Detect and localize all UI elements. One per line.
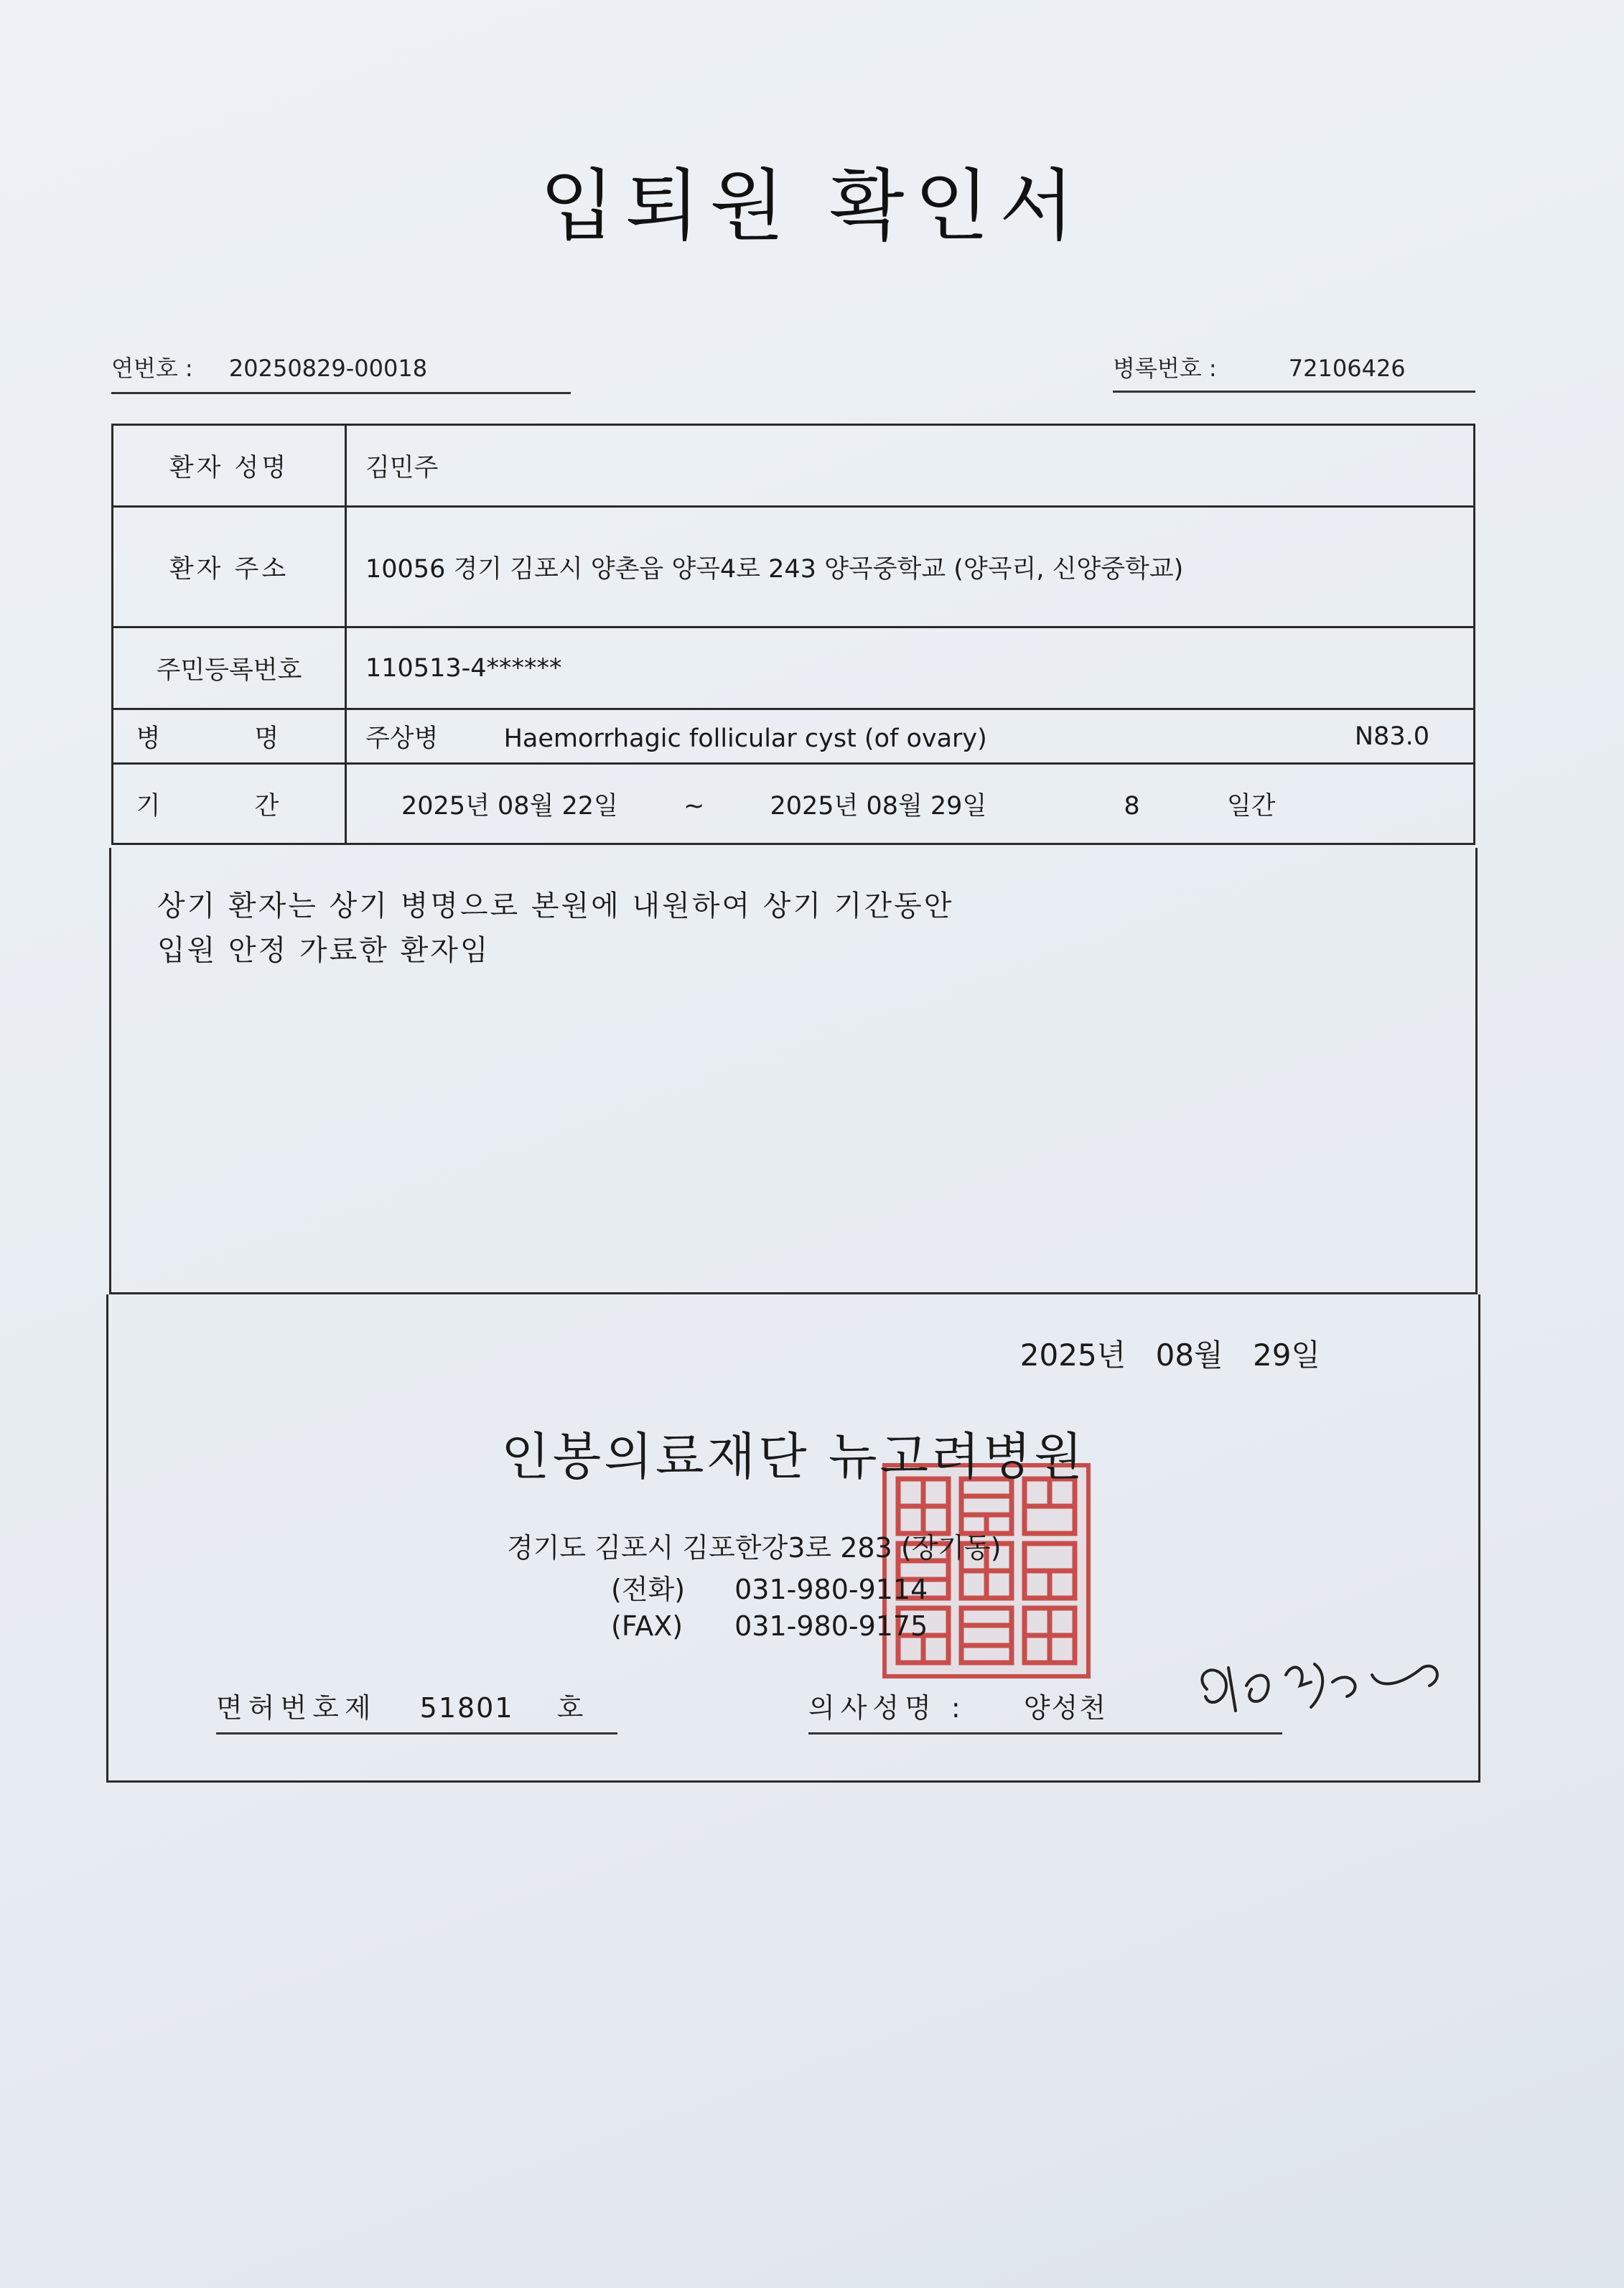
serial-number-label: 연번호 : xyxy=(111,355,193,382)
period-label: 기 간 xyxy=(113,764,346,844)
diagnosis-code: N83.0 xyxy=(1354,722,1429,751)
period-days: 8 xyxy=(1124,791,1140,821)
statement-line-1: 상기 환자는 상기 병명으로 본원에 내원하여 상기 기간동안 xyxy=(157,889,954,923)
hospital-fax xyxy=(611,1610,928,1642)
record-number-field xyxy=(1113,350,1475,393)
record-number-value: 72106426 xyxy=(1288,355,1406,382)
hospital-address: 경기도 김포시 김포한강3로 283 (장기동) xyxy=(507,1532,1002,1564)
doctor-name: 양성천 xyxy=(1023,1692,1107,1724)
period-value xyxy=(346,764,1475,844)
issue-year: 2025년 xyxy=(1019,1337,1126,1373)
rrn-label: 주민등록번호 xyxy=(113,627,346,709)
patient-name-value: 김민주 xyxy=(346,425,1475,507)
serial-number-field xyxy=(111,350,571,394)
phone-label: (전화) xyxy=(611,1574,686,1605)
diagnosis-type: 주상병 xyxy=(365,724,439,753)
issuer-box xyxy=(106,1294,1480,1783)
period-unit: 일간 xyxy=(1226,791,1276,821)
period-start: 2025년 08월 22일 xyxy=(401,791,618,821)
hospital-phone xyxy=(611,1567,928,1607)
hospital-name: 인봉의료재단 뉴고려병원 xyxy=(500,1427,1086,1486)
diagnosis-value xyxy=(365,719,1473,755)
license-label: 면허번호제 xyxy=(216,1692,377,1724)
issue-date xyxy=(1000,1332,1320,1375)
license-number: 51801 xyxy=(419,1692,514,1724)
fax-value: 031-980-9175 xyxy=(734,1610,928,1642)
license-suffix: 호 xyxy=(556,1692,589,1724)
statement-text xyxy=(157,884,953,973)
patient-info-table xyxy=(111,424,1475,845)
diagnosis-name: Haemorrhagic follicular cyst (of ovary) xyxy=(503,724,987,753)
issue-month: 08월 xyxy=(1155,1337,1223,1373)
table-row xyxy=(113,764,1475,844)
statement-line-2: 입원 안정 가료한 환자임 xyxy=(157,934,490,967)
diagnosis-label: 병 명 xyxy=(113,709,346,764)
table-row xyxy=(113,709,1475,764)
patient-address-value: 10056 경기 김포시 양촌읍 양곡4로 243 양곡중학교 (양곡리, 신양중학교) xyxy=(346,507,1475,627)
doctor-name-label: 의사성명 : xyxy=(808,1692,966,1724)
period-end: 2025년 08월 29일 xyxy=(770,791,987,821)
patient-address-label: 환자 주소 xyxy=(113,507,346,627)
statement-box xyxy=(109,848,1478,1294)
issue-day: 29일 xyxy=(1252,1337,1320,1373)
serial-number-value: 20250829-00018 xyxy=(228,355,428,382)
patient-name-label: 환자 성명 xyxy=(113,425,346,507)
document-title: 입퇴원 확인서 xyxy=(539,162,1085,251)
period-separator: ~ xyxy=(683,791,705,821)
table-row xyxy=(113,627,1475,709)
phone-value: 031-980-9114 xyxy=(734,1574,928,1605)
rrn-value: 110513-4****** xyxy=(346,627,1475,709)
record-number-label: 병록번호 : xyxy=(1113,355,1217,382)
fax-label: (FAX) xyxy=(611,1610,683,1642)
table-row xyxy=(113,425,1475,507)
table-row xyxy=(113,507,1475,627)
doctor-signature xyxy=(1185,1646,1473,1725)
license-number-field xyxy=(216,1686,617,1734)
